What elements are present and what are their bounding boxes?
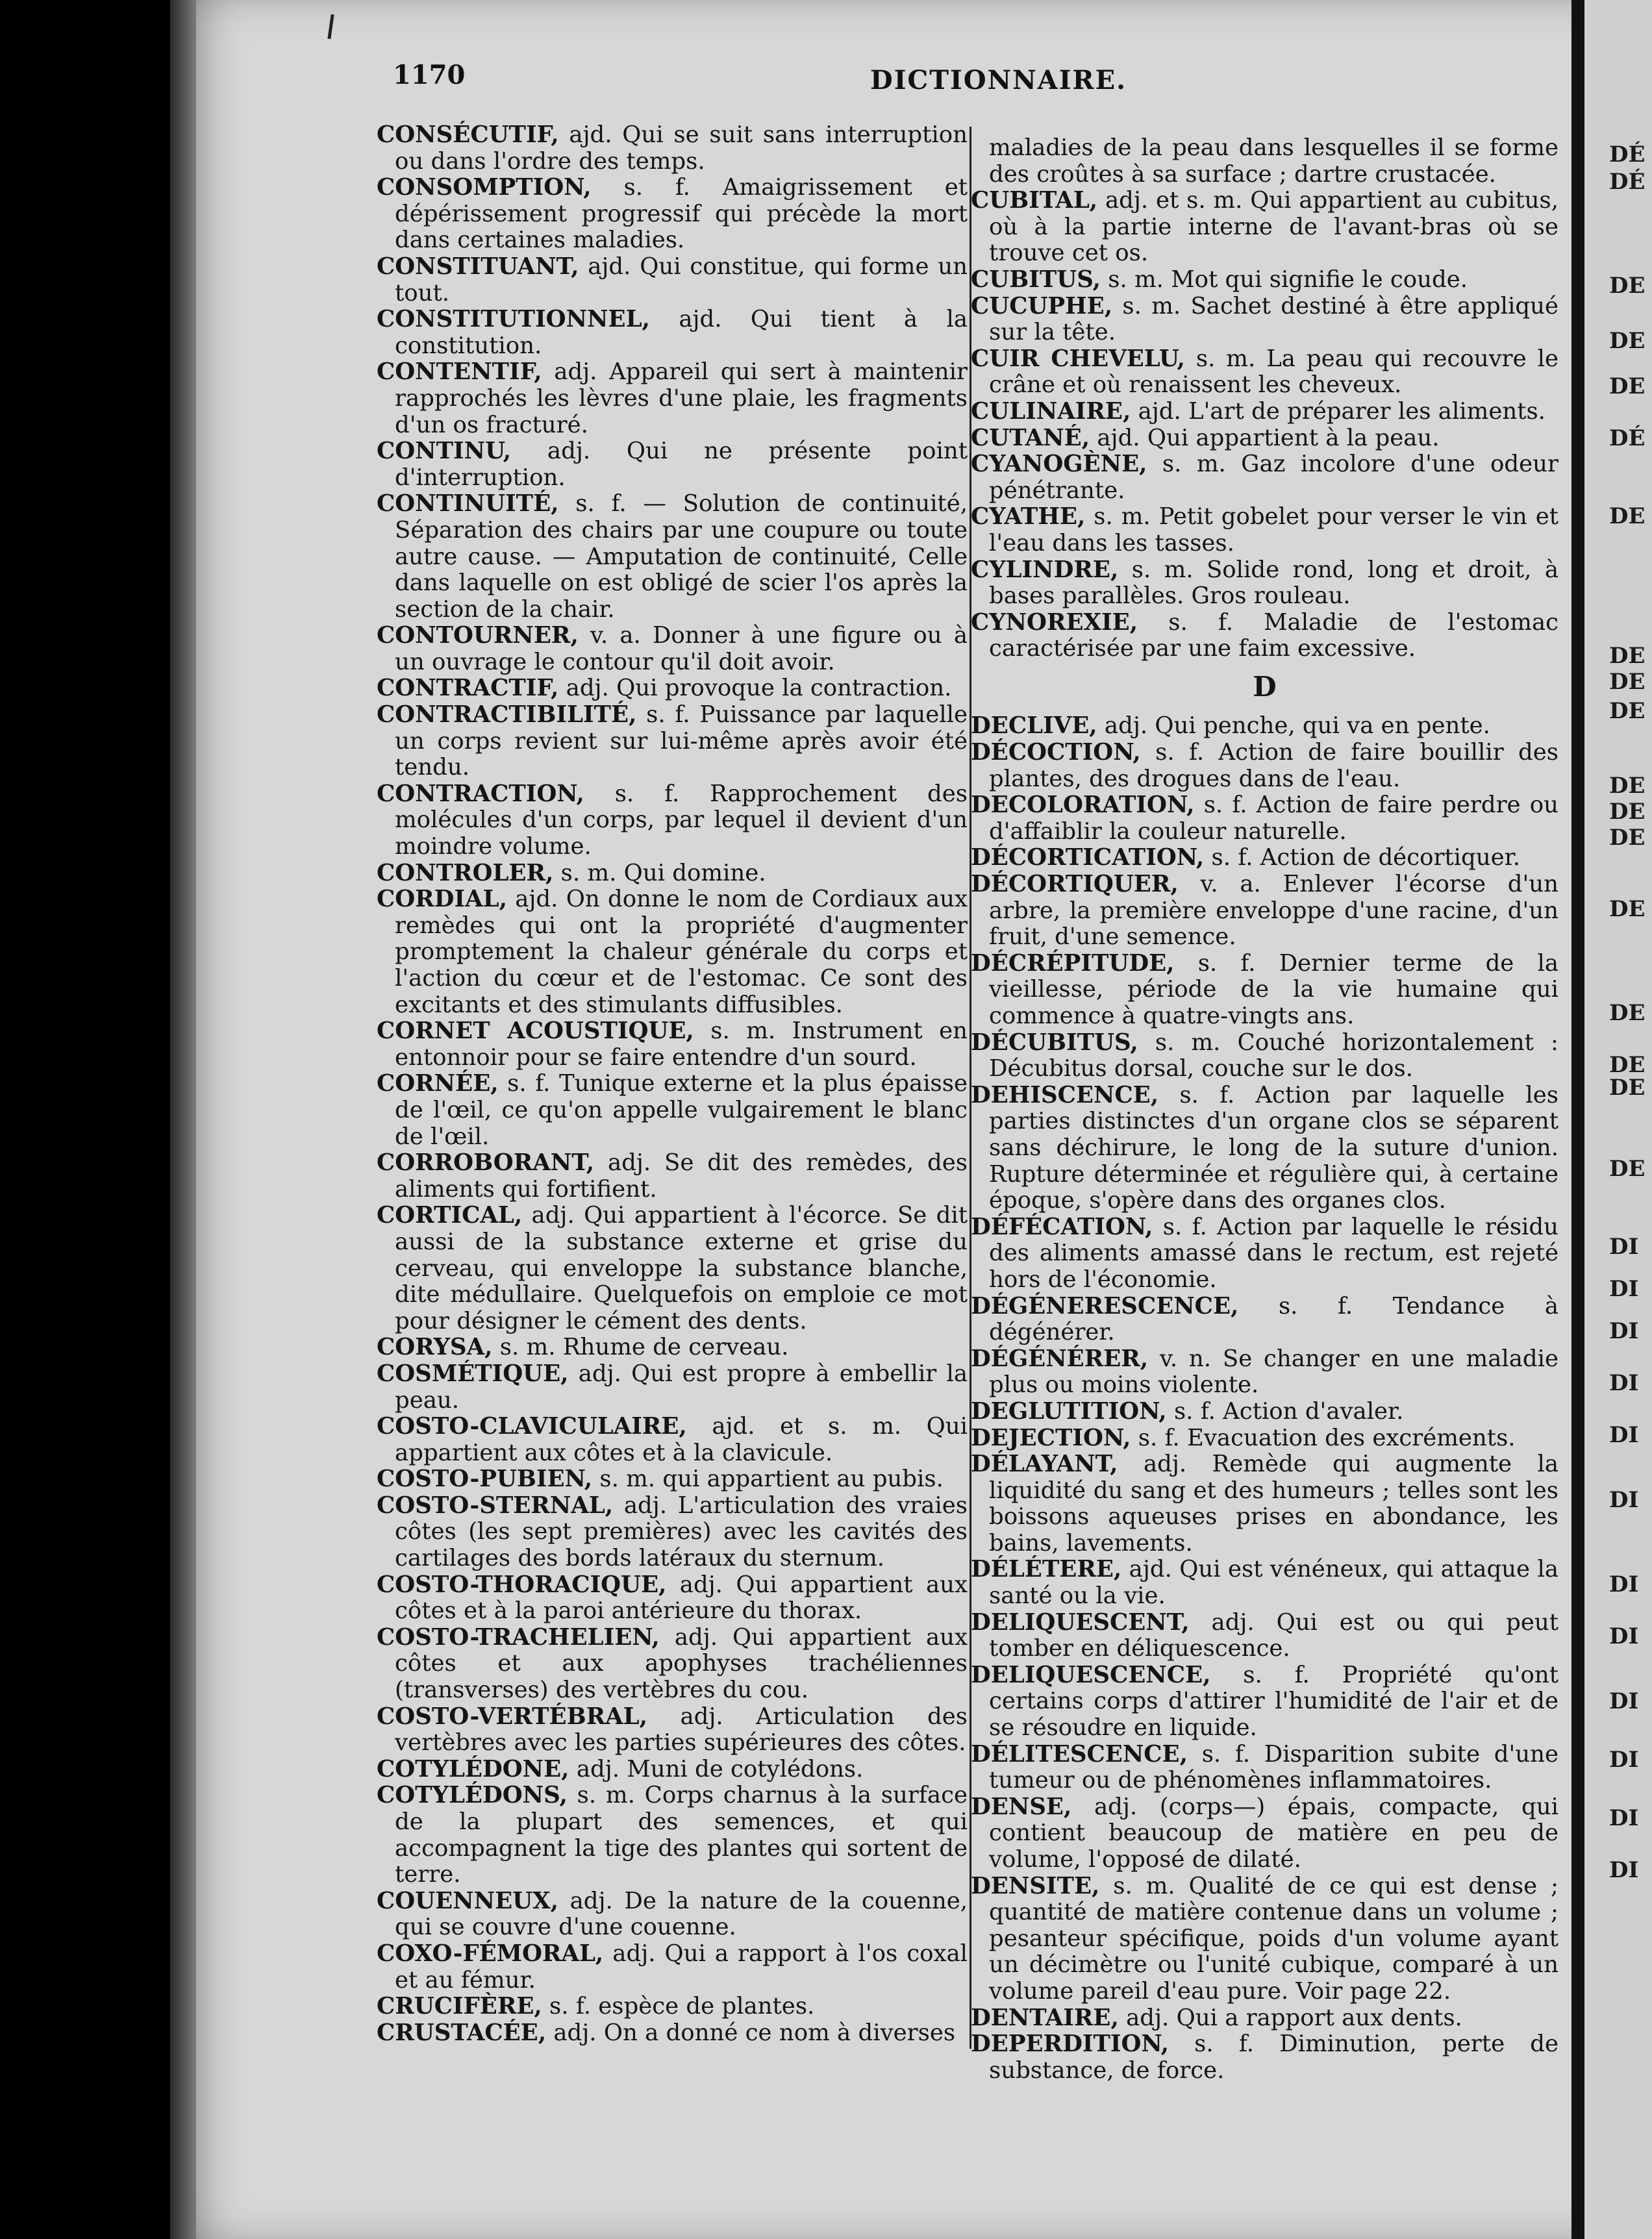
- adjacent-page-fragment: DE: [1609, 799, 1646, 825]
- entry-definition: adj. Qui est ou qui peut tomber en déliquescence.: [989, 1608, 1558, 1662]
- entry-definition: s. f. Disparition subite d'une tumeur ou de phénomènes inflammatoires.: [989, 1740, 1558, 1794]
- entry-definition: s. m. La peau qui recouvre le crâne et où renaissent les cheveux.: [989, 345, 1558, 399]
- entry-headword: CONSTITUTIONNEL,: [377, 306, 650, 333]
- dictionary-entry: [971, 346, 1558, 399]
- entry-headword: COUENNEUX,: [377, 1887, 559, 1914]
- adjacent-page-fragment: DE: [1609, 328, 1646, 354]
- adjacent-page-fragment: DI: [1609, 1857, 1639, 1883]
- dictionary-entry: [971, 1294, 1558, 1346]
- dictionary-entry: [971, 1346, 1558, 1399]
- dictionary-entry: [377, 1493, 968, 1572]
- entry-headword: DÉCUBITUS,: [971, 1029, 1138, 1056]
- adjacent-page-fragment: DE: [1609, 643, 1646, 669]
- entry-definition: adj. Appareil qui sert à maintenir rapprochés les lèvres d'une plaie, les fragments d'un os fracturé.: [395, 358, 968, 438]
- entry-definition: ajd. Qui tient à la constitution.: [395, 306, 968, 359]
- entry-definition: s. m. Petit gobelet pour verser le vin et l'eau dans les tasses.: [989, 503, 1558, 557]
- dictionary-entry: [377, 675, 968, 702]
- entry-definition: v. a. Donner à une figure ou à un ouvrage le contour qu'il doit avoir.: [395, 622, 968, 675]
- entry-headword: DEJECTION,: [971, 1424, 1131, 1451]
- dictionary-entry: [377, 1361, 968, 1414]
- entry-headword: COXO-FÉMORAL,: [377, 1940, 604, 1967]
- entry-headword: DÉCORTICATION,: [971, 844, 1205, 871]
- section-letter: D: [1253, 670, 1277, 703]
- entry-definition: ajd. Qui appartient à la peau.: [1090, 424, 1440, 451]
- entry-definition: s. m. Qui domine.: [553, 859, 766, 886]
- entry-headword: DENTAIRE,: [971, 2004, 1119, 2031]
- entry-definition: s. f. Dernier terme de la vieillesse, période de la vie humaine qui commence à quatre-vingts ans.: [989, 949, 1558, 1029]
- adjacent-page-fragment: DE: [1609, 1052, 1646, 1078]
- dictionary-entry: [377, 860, 968, 887]
- entry-headword: DECOLORATION,: [971, 792, 1195, 819]
- entry-headword: CONTOURNER,: [377, 622, 579, 649]
- entry-definition: s. m. Rhume de cerveau.: [492, 1334, 789, 1361]
- entry-headword: CORROBORANT,: [377, 1149, 595, 1177]
- entry-definition: adj. Articulation des vertèbres avec les parties supérieures des côtes.: [395, 1703, 968, 1757]
- entry-headword: DÉCORTIQUER,: [971, 871, 1179, 898]
- entry-headword: COSTO-PUBIEN,: [377, 1466, 593, 1493]
- adjacent-page-fragment: DI: [1609, 1623, 1639, 1649]
- dictionary-entry: [971, 1742, 1558, 1794]
- dictionary-entry: [971, 504, 1558, 557]
- adjacent-page-fragment: DE: [1609, 503, 1646, 529]
- entry-headword: DEPERDITION,: [971, 2031, 1169, 2058]
- dictionary-entry: [377, 2020, 968, 2047]
- adjacent-page-fragment: DI: [1609, 1747, 1639, 1773]
- dictionary-entry: [971, 610, 1558, 662]
- adjacent-page-fragment: DÉ: [1609, 425, 1646, 451]
- dictionary-entry: [971, 135, 1558, 188]
- dictionary-entry: [971, 294, 1558, 346]
- dictionary-entry: [377, 1888, 968, 1941]
- dictionary-entry: [377, 623, 968, 675]
- adjacent-page-fragment: DI: [1609, 1487, 1639, 1513]
- entry-headword: DÉLÉTERE,: [971, 1556, 1122, 1583]
- entry-definition: adj. L'articulation des vraies côtes (les sept premières) avec les cavités des cartilages des bords latéraux du sternum.: [395, 1492, 968, 1572]
- entry-headword: DÉGÉNERESCENCE,: [971, 1292, 1239, 1320]
- dictionary-entry: [377, 1071, 968, 1150]
- entry-headword: DENSE,: [971, 1793, 1072, 1820]
- adjacent-page-fragment: DE: [1609, 773, 1646, 799]
- entry-definition: s. f. espèce de plantes.: [542, 1993, 815, 2020]
- entry-headword: CONTRACTIBILITÉ,: [377, 701, 637, 729]
- dictionary-entry: [971, 1030, 1558, 1082]
- entry-headword: CORDIAL,: [377, 886, 507, 913]
- entry-headword: CORNET ACOUSTIQUE,: [377, 1018, 694, 1045]
- dictionary-entry: [377, 1466, 968, 1493]
- entry-definition: adj. Se dit des remèdes, des aliments qui fortifient.: [395, 1149, 968, 1203]
- entry-definition: adj. Qui a rapport à l'os coxal et au fémur.: [395, 1940, 968, 1994]
- entry-headword: CULINAIRE,: [971, 397, 1131, 425]
- entry-definition: s. m. Qualité de ce qui est dense ; quantité de matière contenue dans un volume ; pesanteur spécifique, poids d'un volume ayant un décimètre ou l'unité cubique, comparé à un volume pareil d'eau pure. Voir page 22.: [989, 1872, 1558, 2005]
- entry-definition: s. f. Diminution, perte de substance, de force.: [989, 2031, 1558, 2084]
- adjacent-page-fragment: DE: [1609, 1075, 1646, 1101]
- entry-definition: ajd. Qui se suit sans interruption ou dans l'ordre des temps.: [395, 121, 968, 175]
- adjacent-page-fragment: DI: [1609, 1805, 1639, 1831]
- dictionary-entry: [971, 267, 1558, 294]
- entry-definition: adj. De la nature de la couenne, qui se couvre d'une couenne.: [395, 1887, 968, 1941]
- entry-definition: s. f. Tendance à dégénérer.: [989, 1292, 1558, 1346]
- dictionary-entry: [971, 740, 1558, 792]
- adjacent-page-fragment: DE: [1609, 896, 1646, 922]
- entry-definition: s. f. Tunique externe et la plus épaisse de l'œil, ce qu'on appelle vulgairement le blanc de l'œil.: [395, 1070, 968, 1150]
- entry-headword: COSTO-CLAVICULAIRE,: [377, 1413, 687, 1440]
- entry-headword: CUCUPHE,: [971, 292, 1113, 319]
- dictionary-entry: [971, 425, 1558, 452]
- adjacent-page-fragment: DI: [1609, 1318, 1639, 1344]
- entry-definition: s. f. — Solution de continuité, Séparation des chairs par une coupure ou toute autre cause. — Amputation de continuité, Celle dans laquelle on est obligé de scier l'os après la section de la chair.: [395, 490, 968, 623]
- entry-definition: s. m. Gaz incolore d'une odeur pénétrante.: [989, 451, 1558, 504]
- book-spine-shadow: [170, 0, 196, 2239]
- adjacent-page-fragment: DÉ: [1609, 142, 1646, 168]
- entry-headword: COTYLÉDONS,: [377, 1782, 568, 1809]
- dictionary-entry: [377, 1704, 968, 1757]
- adjacent-page-fragment: DI: [1609, 1370, 1639, 1396]
- entry-definition: ajd. On donne le nom de Cordiaux aux remèdes qui ont la propriété d'augmenter promptement la chaleur générale du corps et l'action du cœur et de l'estomac. Ce sont des excitants et des stimulants diffusibles.: [395, 886, 968, 1018]
- adjacent-page-fragment: DE: [1609, 698, 1646, 724]
- dictionary-entry: [377, 175, 968, 254]
- entry-definition: ajd. L'art de préparer les aliments.: [1131, 397, 1546, 425]
- dictionary-entry: [971, 451, 1558, 504]
- adjacent-page-fragment: DÉ: [1609, 169, 1646, 195]
- entry-headword: CONTRACTIF,: [377, 675, 559, 702]
- entry-definition: ajd. et s. m. Qui appartient aux côtes et à la clavicule.: [395, 1413, 968, 1466]
- dictionary-entry: [971, 1794, 1558, 1873]
- entry-definition: adj. (corps—) épais, compacte, qui contient beaucoup de matière en peu de volume, l'opposé de dilaté.: [989, 1793, 1558, 1873]
- entry-headword: CONTENTIF,: [377, 358, 542, 386]
- adjacent-page-fragment: DE: [1609, 669, 1646, 695]
- entry-definition: s. f. Propriété qu'ont certains corps d'attirer l'humidité de l'air et de se résoudre en liquide.: [989, 1661, 1558, 1742]
- entry-definition: s. m. Solide rond, long et droit, à bases parallèles. Gros rouleau.: [989, 556, 1558, 610]
- dictionary-entry: [377, 306, 968, 359]
- adjacent-page-fragment: DE: [1609, 273, 1646, 299]
- dictionary-entry: [971, 1873, 1558, 2005]
- entry-headword: CONTRACTION,: [377, 780, 584, 807]
- dictionary-entry: [971, 871, 1558, 951]
- page-number: 1170: [393, 60, 466, 90]
- right-column-bottom: [971, 713, 1558, 2084]
- entry-definition: s. f. Puissance par laquelle un corps revient sur lui-même après avoir été tendu.: [395, 701, 968, 781]
- dictionary-entry: [971, 1610, 1558, 1662]
- entry-headword: CRUCIFÈRE,: [377, 1993, 542, 2020]
- entry-headword: CUBITUS,: [971, 266, 1101, 293]
- entry-headword: DENSITE,: [971, 1872, 1100, 1899]
- dictionary-entry: [971, 1082, 1558, 1214]
- right-column: [971, 135, 1558, 2084]
- dictionary-entry: [377, 1150, 968, 1203]
- entry-definition: adj. On a donné ce nom à diverses: [546, 2019, 956, 2046]
- entry-headword: COTYLÉDONE,: [377, 1755, 569, 1782]
- entry-definition: s. f. Evacuation des excréments.: [1131, 1424, 1516, 1451]
- entry-definition: ajd. Qui est vénéneux, qui attaque la santé ou la vie.: [989, 1556, 1558, 1610]
- adjacent-page-fragment: DI: [1609, 1234, 1639, 1260]
- entry-definition: s. f. Maladie de l'estomac caractérisée par une faim excessive.: [989, 608, 1558, 662]
- dictionary-entry: [971, 2005, 1558, 2032]
- entry-definition: v. a. Enlever l'écorse d'un arbre, la première enveloppe d'une racine, d'un fruit, d'une semence.: [989, 871, 1558, 951]
- dictionary-entry: [377, 438, 968, 491]
- entry-definition: s. f. Action d'avaler.: [1166, 1397, 1404, 1425]
- entry-definition: adj. Qui a rapport aux dents.: [1118, 2004, 1462, 2031]
- dictionary-entry: [971, 951, 1558, 1030]
- left-column: [377, 122, 968, 2046]
- entry-headword: DÉGÉNÉRER,: [971, 1345, 1149, 1372]
- entry-headword: CUTANÉ,: [971, 424, 1090, 451]
- entry-definition: ajd. Qui constitue, qui forme un tout.: [395, 253, 968, 306]
- dictionary-entry: [377, 254, 968, 306]
- entry-headword: CRUSTACÉE,: [377, 2019, 547, 2046]
- entry-definition: v. n. Se changer en une maladie plus ou moins violente.: [989, 1345, 1558, 1399]
- dictionary-entry: [377, 122, 968, 175]
- dictionary-entry: [377, 781, 968, 860]
- entry-headword: CONTROLER,: [377, 859, 554, 886]
- entry-headword: CONSÉCUTIF,: [377, 121, 559, 148]
- entry-definition: maladies de la peau dans lesquelles il se forme des croûtes à sa surface ; dartre crustacée.: [989, 134, 1558, 188]
- entry-headword: CORYSA,: [377, 1334, 493, 1361]
- entry-headword: CONSOMPTION,: [377, 174, 592, 201]
- dictionary-entry: [971, 845, 1558, 871]
- entry-definition: s. m. Mot qui signifie le coude.: [1100, 266, 1468, 293]
- entry-headword: CUIR CHEVELU,: [971, 345, 1185, 372]
- dictionary-entry: [971, 713, 1558, 740]
- entry-definition: adj. Qui appartient à l'écorce. Se dit aussi de la substance externe et grise du cerveau, qui enveloppe la substance blanche, dite médullaire. Quelquefois on emploie ce mot pour désigner le cément des dents.: [395, 1202, 968, 1334]
- dictionary-entry: [377, 1994, 968, 2020]
- entry-headword: DÉLITESCENCE,: [971, 1740, 1188, 1768]
- entry-headword: DELIQUESCENCE,: [971, 1661, 1211, 1688]
- entry-definition: adj. Qui provoque la contraction.: [558, 675, 952, 702]
- entry-headword: CUBITAL,: [971, 187, 1098, 214]
- dictionary-entry: [377, 1572, 968, 1625]
- entry-headword: CYNOREXIE,: [971, 608, 1138, 636]
- entry-headword: DÉCOCTION,: [971, 739, 1141, 766]
- entry-definition: adj. et s. m. Qui appartient au cubitus, où à la partie interne de l'avant-bras où se trouve cet os.: [989, 187, 1558, 267]
- entry-headword: CONTINUITÉ,: [377, 490, 559, 518]
- entry-headword: CYANOGÈNE,: [971, 451, 1147, 478]
- dictionary-entry: [377, 1203, 968, 1334]
- adjacent-page-fragment: DI: [1609, 1688, 1639, 1714]
- dictionary-entry: [377, 1018, 968, 1071]
- dictionary-entry: [971, 1399, 1558, 1425]
- entry-definition: s. f. Action de faire perdre ou d'affaiblir la couleur naturelle.: [989, 792, 1558, 845]
- right-column-top: [971, 135, 1558, 662]
- entry-headword: CYLINDRE,: [971, 556, 1119, 583]
- entry-definition: s. m. Couché horizontalement : Décubitus dorsal, couche sur le dos.: [989, 1029, 1558, 1082]
- dictionary-entry: [377, 886, 968, 1018]
- adjacent-page-fragment: DE: [1609, 373, 1646, 399]
- dictionary-entry: [377, 491, 968, 623]
- dictionary-entry: [971, 1214, 1558, 1294]
- entry-definition: s. m. Sachet destiné à être appliqué sur la tête.: [989, 292, 1558, 346]
- dictionary-entry: [971, 1557, 1558, 1609]
- entry-headword: DÉCRÉPITUDE,: [971, 949, 1175, 977]
- entry-definition: adj. Qui appartient aux côtes et aux apophyses trachéliennes (transverses) des vertèbres du cou.: [395, 1623, 968, 1704]
- entry-headword: COSTO-VERTÉBRAL,: [377, 1703, 647, 1730]
- dictionary-entry: [377, 1757, 968, 1783]
- entry-headword: COSMÉTIQUE,: [377, 1360, 569, 1387]
- page-header: DICTIONNAIRE.: [870, 65, 1127, 95]
- entry-headword: CORNÉE,: [377, 1070, 499, 1097]
- dictionary-entry: [971, 399, 1558, 425]
- entry-headword: COSTO-TRACHELIEN,: [377, 1623, 660, 1651]
- entry-definition: s. f. Action de faire bouillir des plantes, des drogues dans de l'eau.: [989, 739, 1558, 792]
- entry-definition: s. f. Amaigrissement et dépérissement progressif qui précède la mort dans certaines maladies.: [395, 174, 968, 254]
- entry-headword: CONSTITUANT,: [377, 253, 579, 280]
- entry-definition: adj. Qui appartient aux côtes et à la paroi antérieure du thorax.: [395, 1571, 968, 1625]
- entry-definition: adj. Muni de cotylédons.: [569, 1755, 864, 1782]
- entry-definition: adj. Remède qui augmente la liquidité du sang et des humeurs ; telles sont les boissons aqueuses prises en abondance, les bains, lavements.: [989, 1451, 1558, 1557]
- dictionary-entry: [377, 359, 968, 438]
- dictionary-entry: [377, 1625, 968, 1704]
- dictionary-entry: [971, 2031, 1558, 2084]
- dictionary-entry: [971, 792, 1558, 845]
- entry-headword: DECLIVE,: [971, 712, 1097, 740]
- entry-definition: s. f. Rapprochement des molécules d'un corps, par lequel il devient d'un moindre volume.: [395, 780, 968, 860]
- adjacent-page-fragment: DI: [1609, 1276, 1639, 1302]
- entry-headword: COSTO-STERNAL,: [377, 1492, 614, 1519]
- entry-headword: DELIQUESCENT,: [971, 1608, 1190, 1636]
- dictionary-entry: [971, 188, 1558, 267]
- entry-definition: adj. Qui est propre à embellir la peau.: [395, 1360, 968, 1414]
- dictionary-entry: [377, 1941, 968, 1994]
- adjacent-page-fragment: DI: [1609, 1571, 1639, 1597]
- entry-definition: s. m. Instrument en entonnoir pour se faire entendre d'un sourd.: [395, 1018, 968, 1071]
- entry-definition: adj. Qui ne présente point d'interruption.: [395, 438, 968, 491]
- adjacent-page-fragment: DE: [1609, 1000, 1646, 1026]
- entry-definition: adj. Qui penche, qui va en pente.: [1097, 712, 1490, 740]
- entry-headword: DEGLUTITION,: [971, 1397, 1167, 1425]
- entry-definition: s. f. Action de décortiquer.: [1204, 844, 1520, 871]
- entry-definition: s. f. Action par laquelle le résidu des aliments amassé dans le rectum, est rejeté hors de l'économie.: [989, 1213, 1558, 1293]
- adjacent-page-fragment: DI: [1609, 1422, 1639, 1448]
- dictionary-entry: [971, 1451, 1558, 1557]
- adjacent-page-fragment: DE: [1609, 1156, 1646, 1182]
- entry-headword: DEHISCENCE,: [971, 1081, 1159, 1108]
- page-gutter: [1571, 0, 1584, 2239]
- entry-definition: s. m. Corps charnus à la surface de la plupart des semences, et qui accompagnent la tige des plantes qui sortent de terre.: [395, 1782, 968, 1888]
- dictionary-entry: [377, 1782, 968, 1888]
- dictionary-entry: [971, 1425, 1558, 1452]
- dictionary-entry: [971, 557, 1558, 610]
- dictionary-entry: [377, 702, 968, 781]
- entry-headword: CORTICAL,: [377, 1202, 523, 1229]
- entry-definition: s. f. Action par laquelle les parties distinctes d'un organe clos se séparent sans déchirure, le long de la suture d'union. Rupture déterminée et régulière qui, à certaine époque, s'opère dans des organes clos.: [989, 1081, 1558, 1214]
- dictionary-entry: [377, 1334, 968, 1361]
- dictionary-entry: [377, 1414, 968, 1466]
- dictionary-entry: [971, 1662, 1558, 1742]
- adjacent-page-fragment: DE: [1609, 825, 1646, 851]
- entry-headword: DÉFÉCATION,: [971, 1213, 1153, 1240]
- entry-definition: s. m. qui appartient au pubis.: [592, 1466, 944, 1493]
- entry-headword: CONTINU,: [377, 438, 512, 465]
- entry-headword: COSTO-THORACIQUE,: [377, 1571, 667, 1598]
- entry-headword: DÉLAYANT,: [971, 1451, 1118, 1478]
- entry-headword: CYATHE,: [971, 503, 1086, 531]
